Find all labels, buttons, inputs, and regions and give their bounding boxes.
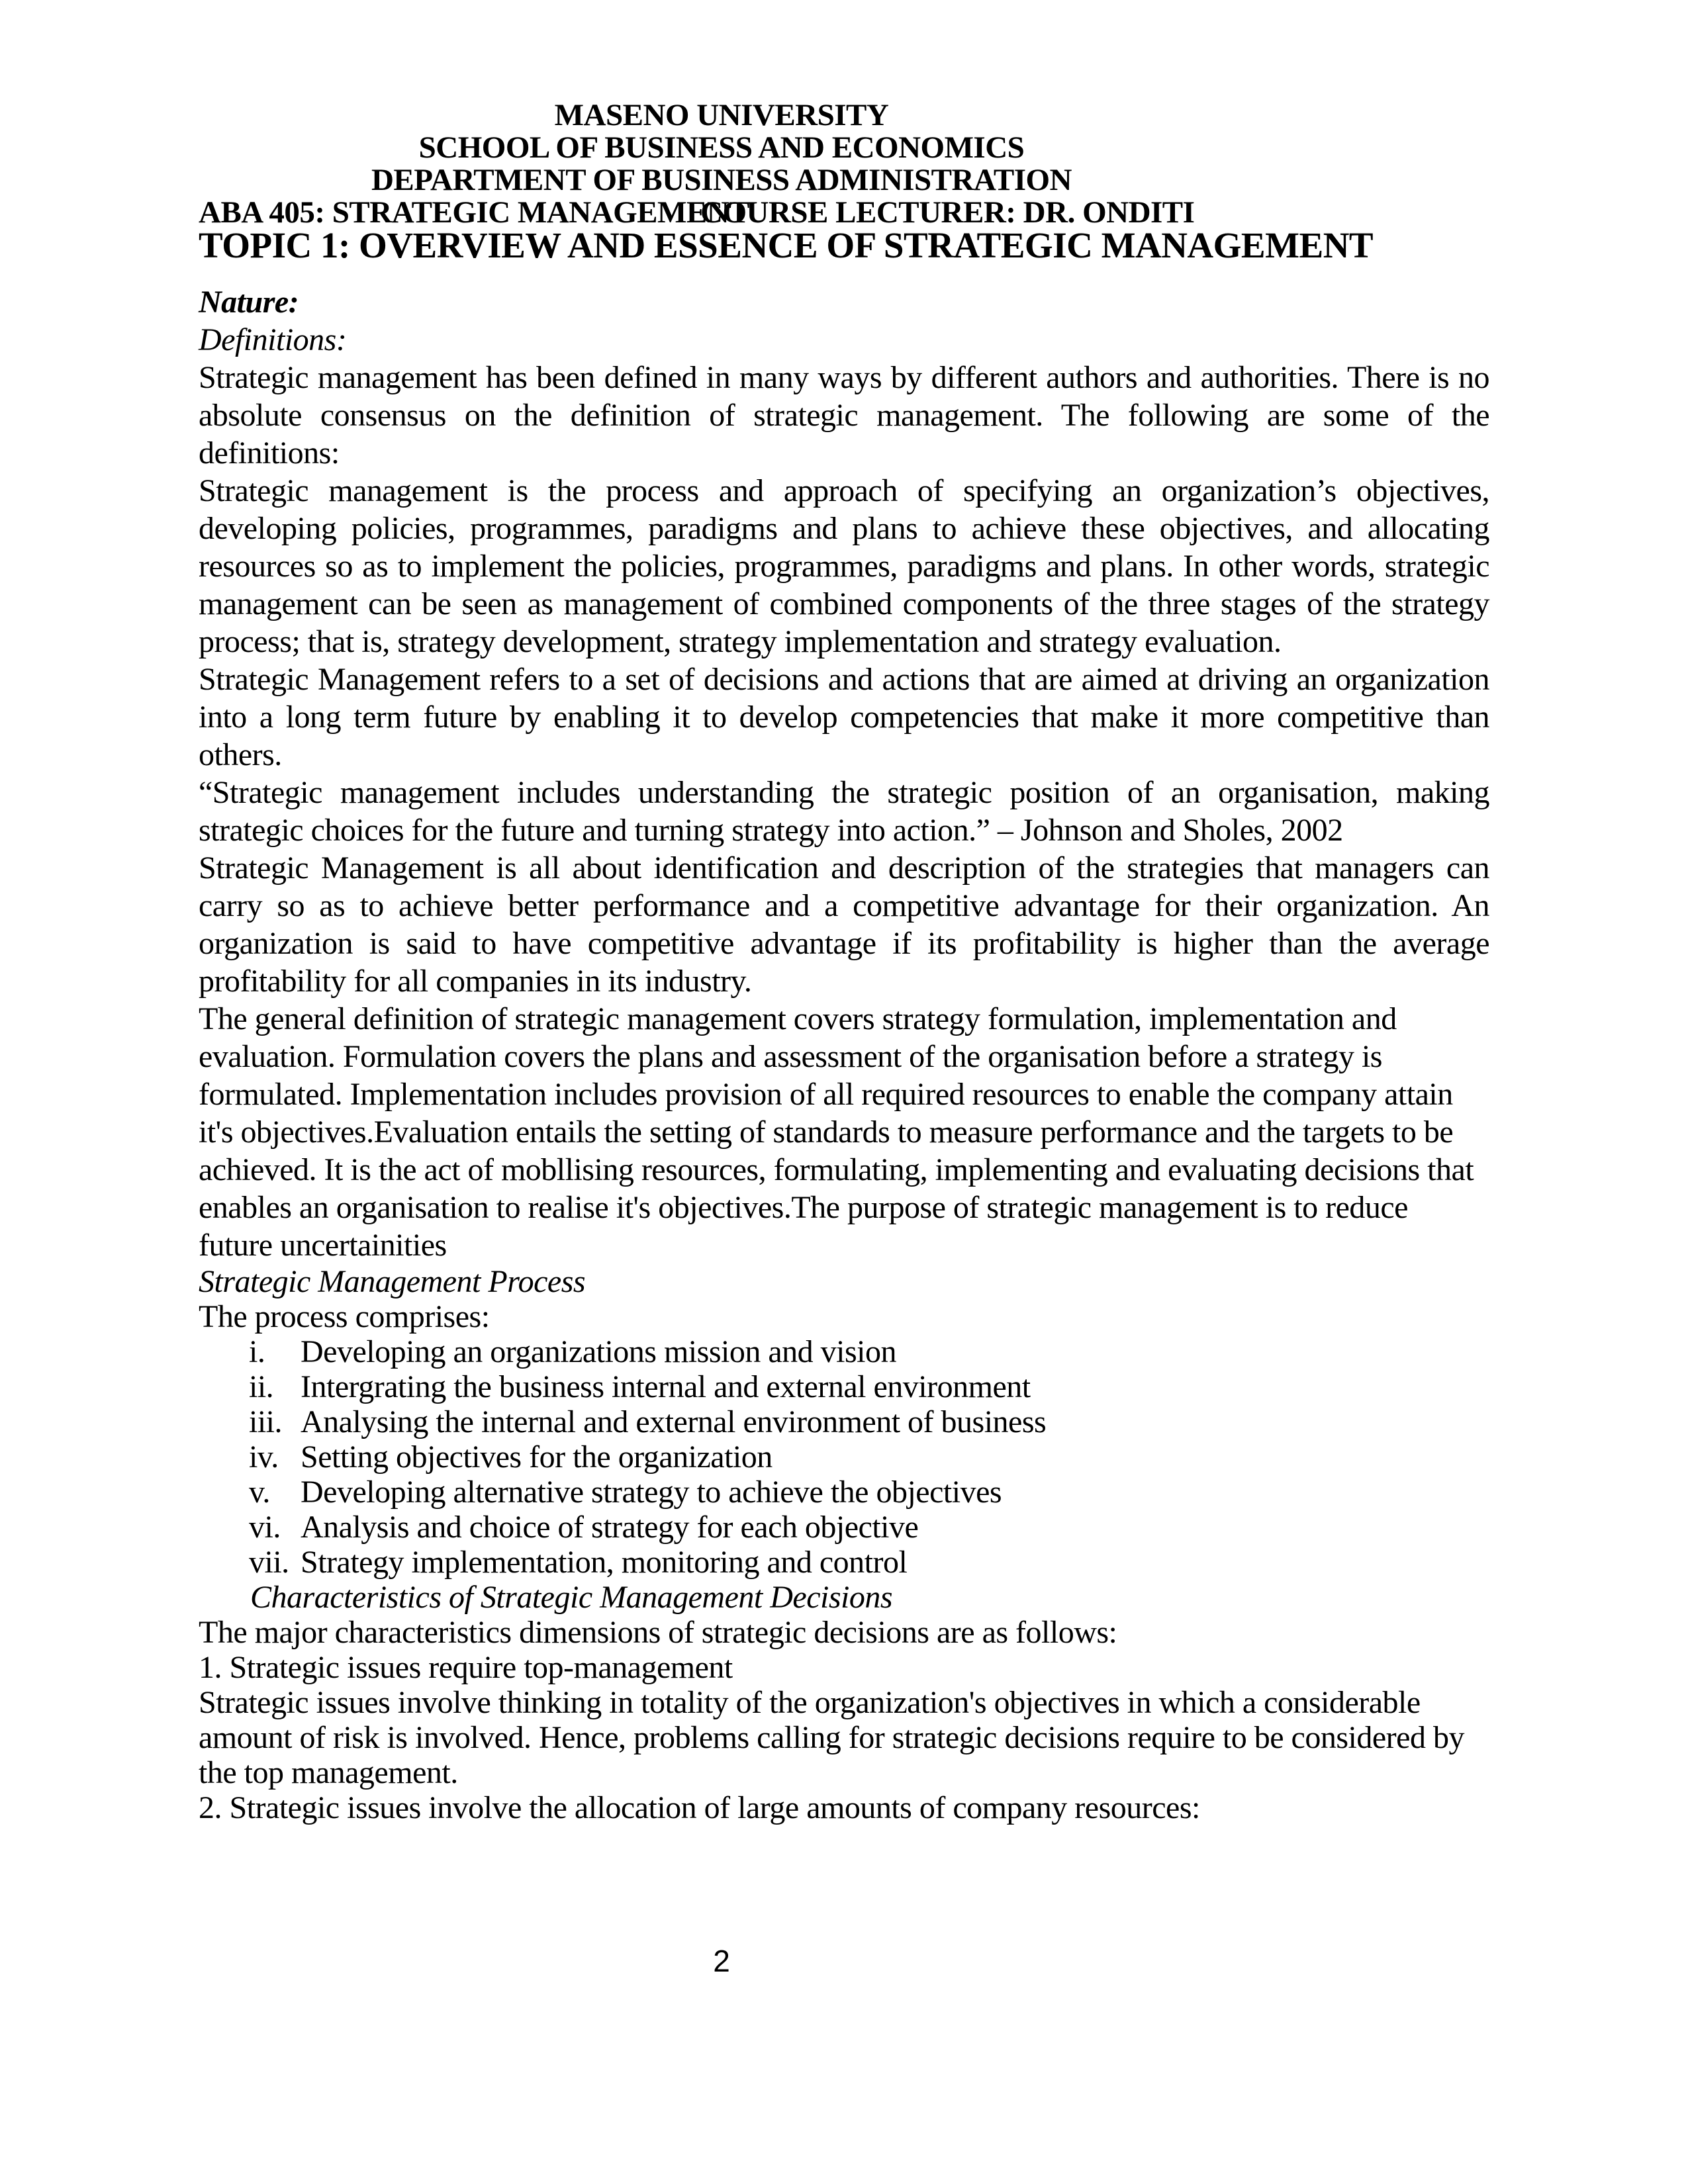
list-item-text: Intergrating the business internal and external environment bbox=[301, 1369, 1031, 1404]
definition-paragraph: Strategic management has been defined in many ways by different authors and authorities. There is no absolute consensus on the definition of strategic management. The following are some of the definitions: bbox=[199, 360, 1489, 471]
department-name: DEPARTMENT OF BUSINESS ADMINISTRATION bbox=[371, 163, 1072, 197]
process-heading: Strategic Management Process bbox=[199, 1264, 586, 1299]
list-item-number: iii. bbox=[249, 1404, 283, 1439]
nature-heading: Nature: bbox=[199, 285, 299, 320]
list-item-number: v. bbox=[249, 1475, 270, 1510]
characteristics-heading: Characteristics of Strategic Management Decisions bbox=[250, 1580, 893, 1615]
list-item bbox=[199, 1475, 1489, 1510]
university-name: MASENO UNIVERSITY bbox=[554, 98, 889, 132]
list-item-text: Developing an organizations mission and vision bbox=[301, 1334, 896, 1369]
document-body bbox=[199, 283, 1489, 1825]
characteristic-point-1-body: Strategic issues involve thinking in totality of the organization's objectives in which a considerable amount of risk is involved. Hence, problems calling for strategic decisions require to be considered by the top management. bbox=[199, 1685, 1464, 1790]
list-item bbox=[199, 1545, 1489, 1580]
list-item bbox=[199, 1439, 1489, 1475]
list-item-text: Strategy implementation, monitoring and control bbox=[301, 1545, 908, 1580]
course-code: ABA 405: STRATEGIC MANAGEMENT bbox=[199, 195, 750, 230]
letterhead bbox=[199, 99, 1244, 197]
list-item-number: vi. bbox=[249, 1510, 281, 1545]
page-number: 2 bbox=[713, 1944, 730, 1978]
list-item-number: iv. bbox=[249, 1439, 279, 1475]
characteristic-point-2: 2. Strategic issues involve the allocation of large amounts of company resources: bbox=[199, 1790, 1200, 1825]
list-item-number: vii. bbox=[249, 1545, 289, 1580]
process-list bbox=[199, 1334, 1489, 1580]
definition-paragraph: Strategic management is the process and approach of specifying an organization’s objectives, developing policies, programmes, paradigms and plans to achieve these objectives, and allocating resources so as to implement the policies, programmes, paradigms and plans. In other words, strategic management can be seen as management of combined components of the three stages of the strategy process; that is, strategy development, strategy implementation and strategy evaluation. bbox=[199, 473, 1489, 659]
school-name: SCHOOL OF BUSINESS AND ECONOMICS bbox=[418, 130, 1025, 165]
list-item-number: ii. bbox=[249, 1369, 274, 1404]
list-item bbox=[199, 1510, 1489, 1545]
list-item-text: Developing alternative strategy to achieve the objectives bbox=[301, 1475, 1002, 1510]
list-item bbox=[199, 1404, 1489, 1439]
definition-paragraph: Strategic Management refers to a set of decisions and actions that are aimed at driving an organization into a long term future by enabling it to develop competencies that make it more competitive than others. bbox=[199, 662, 1489, 772]
topic-title: TOPIC 1: OVERVIEW AND ESSENCE OF STRATEGIC MANAGEMENT bbox=[199, 225, 1374, 265]
list-item-text: Setting objectives for the organization bbox=[301, 1439, 773, 1475]
list-item-text: Analysing the internal and external environment of business bbox=[301, 1404, 1047, 1439]
list-item-text: Analysis and choice of strategy for each objective bbox=[301, 1510, 919, 1545]
list-item bbox=[199, 1369, 1489, 1404]
list-item bbox=[199, 1334, 1489, 1369]
process-intro: The process comprises: bbox=[199, 1299, 490, 1334]
quote-paragraph: “Strategic management includes understanding the strategic position of an organisation, making strategic choices for the future and turning strategy into action.” – Johnson and Sholes, 2002 bbox=[199, 775, 1489, 848]
course-lecturer-line bbox=[199, 197, 1489, 229]
lecturer-name: COURSE LECTURER: DR. ONDITI bbox=[700, 195, 1195, 230]
general-definition-paragraph: The general definition of strategic management covers strategy formulation, implementation and evaluation. Formulation covers the plans and assessment of the organisation before a strategy is formulated. Implementation includes provision of all required resources to enable the company attain it's objectives.Evaluation entails the setting of standards to measure performance and the targets to be achieved. It is the act of mobllising resources, formulating, implementing and evaluating decisions that enables an organisation to realise it's objectives.The purpose of strategic management is to reduce future uncertainities bbox=[199, 1001, 1474, 1263]
list-item-number: i. bbox=[249, 1334, 265, 1369]
characteristic-point-1: 1. Strategic issues require top-management bbox=[199, 1650, 733, 1685]
definition-paragraph: Strategic Management is all about identification and description of the strategies that managers can carry so as to achieve better performance and a competitive advantage for their organization. An organization is said to have competitive advantage if its profitability is higher than the average profitability for all companies in its industry. bbox=[199, 850, 1489, 999]
characteristics-intro: The major characteristics dimensions of strategic decisions are as follows: bbox=[199, 1615, 1117, 1650]
definitions-heading: Definitions: bbox=[199, 322, 347, 357]
